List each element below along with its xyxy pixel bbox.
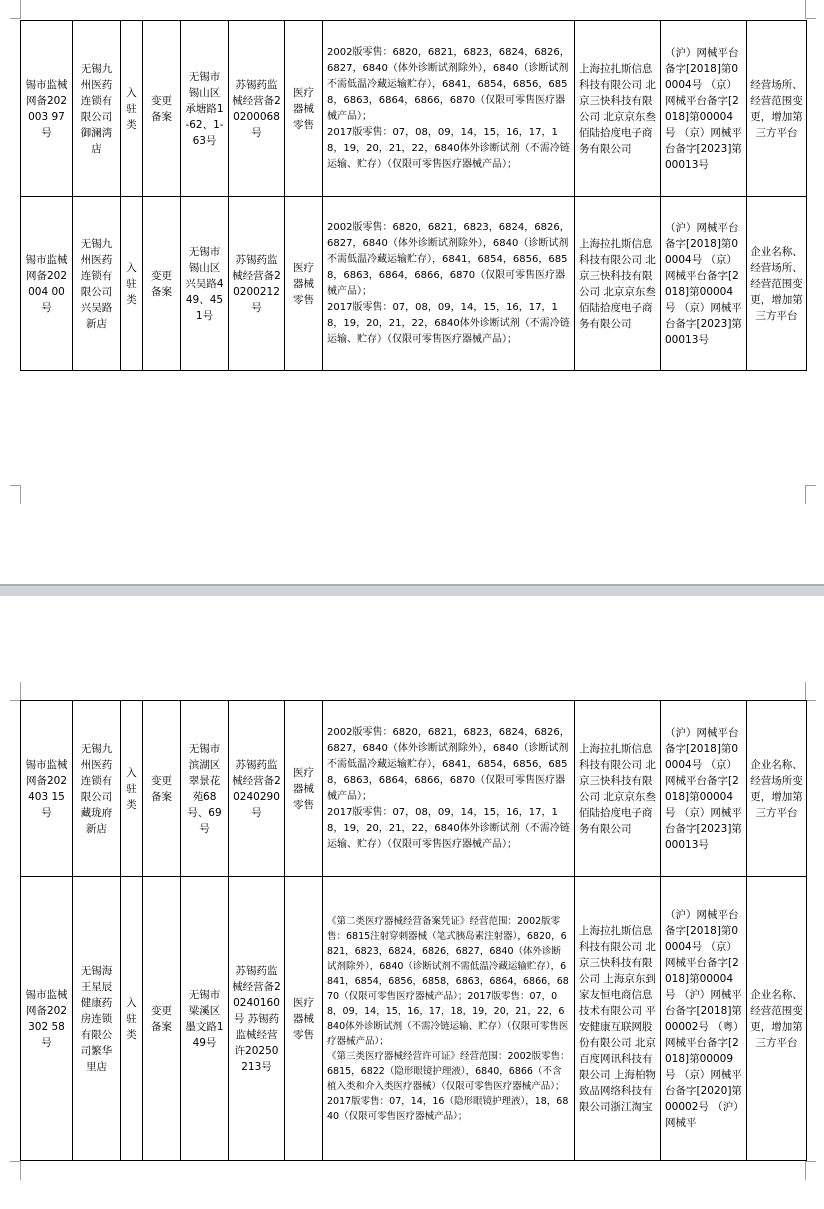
company-name: 无锡九州医药连锁有限公司藏珑府新店 [73, 701, 121, 877]
company-name: 无锡九州医药连锁有限公司御澜湾店 [73, 21, 121, 197]
platform-record-numbers: （沪）网械平台备字[2018]第00004号 （京）网械平台备字[2018]第00004号 （沪）网械平台备字[2018]第00002号 （粤）网械平台备字[2018]第00009号 （京）网械平台备字[2020]第00002号 （沪）网械平 [661, 877, 747, 1161]
business-scope [323, 701, 575, 877]
address: 无锡市锡山区兴吴路449、451号 [181, 197, 229, 371]
business-scope [323, 877, 575, 1161]
crop-mark-top-right [805, 0, 816, 19]
document-page-2 [0, 596, 824, 1209]
business-category: 医疗器械零售 [285, 701, 323, 877]
scope-2002: 2002版零售：6820，6821，6823，6824，6826，6827，6840（体外诊断试剂除外），6840（诊断试剂不需低温冷藏运输贮存），6841，6854，6856，6858，6863，6864，6866，6870（仅限可零售医疗器械产品）； [327, 726, 570, 802]
table-row [21, 701, 807, 877]
license-number: 苏锡药监械经营备20240290号 [229, 701, 285, 877]
platform-record-numbers: （沪）网械平台备字[2018]第00004号 （京）网械平台备字[2018]第00004号 （京）网械平台备字[2023]第00013号 [661, 701, 747, 877]
third-party-platforms: 上海拉扎斯信息科技有限公司 北京三快科技有限公司 北京京东叁佰陆拾度电子商务有限公司 [575, 197, 661, 371]
third-party-platforms: 上海拉扎斯信息科技有限公司 北京三快科技有限公司 北京京东叁佰陆拾度电子商务有限公司 [575, 701, 661, 877]
crop-mark-bottom-left [10, 1161, 21, 1180]
crop-mark-bottom-right [805, 485, 816, 504]
entry-type: 入驻类 [121, 21, 143, 197]
third-party-platforms: 上海拉扎斯信息科技有限公司 北京三快科技有限公司 上海京东到家友恒电商信息技术有限公司 平安健康互联网股份有限公司 北京百度网讯科技有限公司 上海柏物致品网络科技有限公司浙江淘宝 [575, 877, 661, 1161]
change-note: 经营场所、经营范围变更，增加第三方平台 [747, 21, 807, 197]
registration-table-page-2 [20, 700, 807, 1161]
scope-2002: 2002版零售：6820，6821，6823，6824，6826，6827，6840（体外诊断试剂除外），6840（诊断试剂不需低温冷藏运输贮存），6841，6854，6856，6858，6863，6864，6866，6870（仅限可零售医疗器械产品）； [327, 46, 570, 122]
table-row [21, 21, 807, 197]
crop-mark-top-left [10, 0, 21, 19]
license-number: 苏锡药监械经营备20240160号 苏锡药监械经营许20250213号 [229, 877, 285, 1161]
scope-2017: 2017版零售：07，08，09，14，15，16，17，18，19，20，21，22，6840体外诊断试剂（不需冷链运输、贮存）（仅限可零售医疗器械产品）； [327, 806, 570, 850]
change-type: 变更备案 [143, 197, 181, 371]
scope-class-2-record: 《第二类医疗器械经营备案凭证》经营范围：2002版零售：6815注射穿刺器械（笔式胰岛素注射器），6820，6821，6823，6824，6826，6827，6840（体外诊断试剂除外），6840（诊断试剂不需低温冷藏运输贮存），6841，6854，6856，6858，6863，6864，6866，6870（仅限可零售医疗器械产品）；2017版零售：07，08，09，14，15，16，17，18，19，20，21，22，6840体外诊断试剂（不需冷链运输、贮存）（仅限可零售医疗器械产品）； [327, 915, 569, 1047]
registration-number: 锡市监械网备202003 97号 [21, 21, 73, 197]
business-category: 医疗器械零售 [285, 197, 323, 371]
change-note: 企业名称、经营场所、经营范围变更，增加第三方平台 [747, 197, 807, 371]
business-category: 医疗器械零售 [285, 877, 323, 1161]
license-number: 苏锡药监械经营备20200068号 [229, 21, 285, 197]
crop-mark-bottom-right [805, 1161, 816, 1180]
change-type: 变更备案 [143, 877, 181, 1161]
license-number: 苏锡药监械经营备20200212号 [229, 197, 285, 371]
platform-record-numbers: （沪）网械平台备字[2018]第00004号 （京）网械平台备字[2018]第00004号 （京）网械平台备字[2023]第00013号 [661, 197, 747, 371]
table-row [21, 877, 807, 1161]
registration-number: 锡市监械网备202403 15号 [21, 701, 73, 877]
platform-record-numbers: （沪）网械平台备字[2018]第00004号 （京）网械平台备字[2018]第00004号 （京）网械平台备字[2023]第00013号 [661, 21, 747, 197]
change-note: 企业名称、经营场所变更，增加第三方平台 [747, 701, 807, 877]
scope-2017: 2017版零售：07，08，09，14，15，16，17，18，19，20，21，22，6840体外诊断试剂（不需冷链运输、贮存）（仅限可零售医疗器械产品）； [327, 301, 570, 345]
address: 无锡市梁溪区墨文路149号 [181, 877, 229, 1161]
crop-mark-top-left [10, 682, 21, 701]
scope-2002: 2002版零售：6820，6821，6823，6824，6826，6827，6840（体外诊断试剂除外），6840（诊断试剂不需低温冷藏运输贮存），6841，6854，6856，6858，6863，6864，6866，6870（仅限可零售医疗器械产品）； [327, 221, 570, 297]
scope-class-3-license: 《第三类医疗器械经营许可证》经营范围：2002版零售：6815，6822（隐形眼镜护理液），6840，6866（不含植入类和介入类医疗器械）（仅限可零售医疗器械产品）；2017版零售：07，14，16（隐形眼镜护理液），18，6840（仅限可零售医疗器械产品）； [327, 1050, 570, 1122]
address: 无锡市滨湖区翠景花苑68号、69号 [181, 701, 229, 877]
business-category: 医疗器械零售 [285, 21, 323, 197]
crop-mark-top-right [805, 682, 816, 701]
registration-table-page-1 [20, 20, 807, 371]
table-row [21, 197, 807, 371]
registration-number: 锡市监械网备202302 58号 [21, 877, 73, 1161]
address: 无锡市锡山区承塘路1-62、1-63号 [181, 21, 229, 197]
company-name: 无锡九州医药连锁有限公司兴吴路新店 [73, 197, 121, 371]
change-type: 变更备案 [143, 21, 181, 197]
entry-type: 入驻类 [121, 197, 143, 371]
change-note: 企业名称、经营范围变更，增加第三方平台 [747, 877, 807, 1161]
scope-2017: 2017版零售：07，08，09，14，15，16，17，18，19，20，21，22，6840体外诊断试剂（不需冷链运输、贮存）（仅限可零售医疗器械产品）； [327, 126, 570, 170]
entry-type: 入驻类 [121, 877, 143, 1161]
third-party-platforms: 上海拉扎斯信息科技有限公司 北京三快科技有限公司 北京京东叁佰陆拾度电子商务有限公司 [575, 21, 661, 197]
crop-mark-bottom-left [10, 485, 21, 504]
business-scope [323, 197, 575, 371]
document-page-1 [0, 0, 824, 584]
registration-number: 锡市监械网备202004 00号 [21, 197, 73, 371]
company-name: 无锡海王星辰健康药房连锁有限公司繁华里店 [73, 877, 121, 1161]
page-separator [0, 584, 824, 596]
entry-type: 入驻类 [121, 701, 143, 877]
business-scope [323, 21, 575, 197]
change-type: 变更备案 [143, 701, 181, 877]
